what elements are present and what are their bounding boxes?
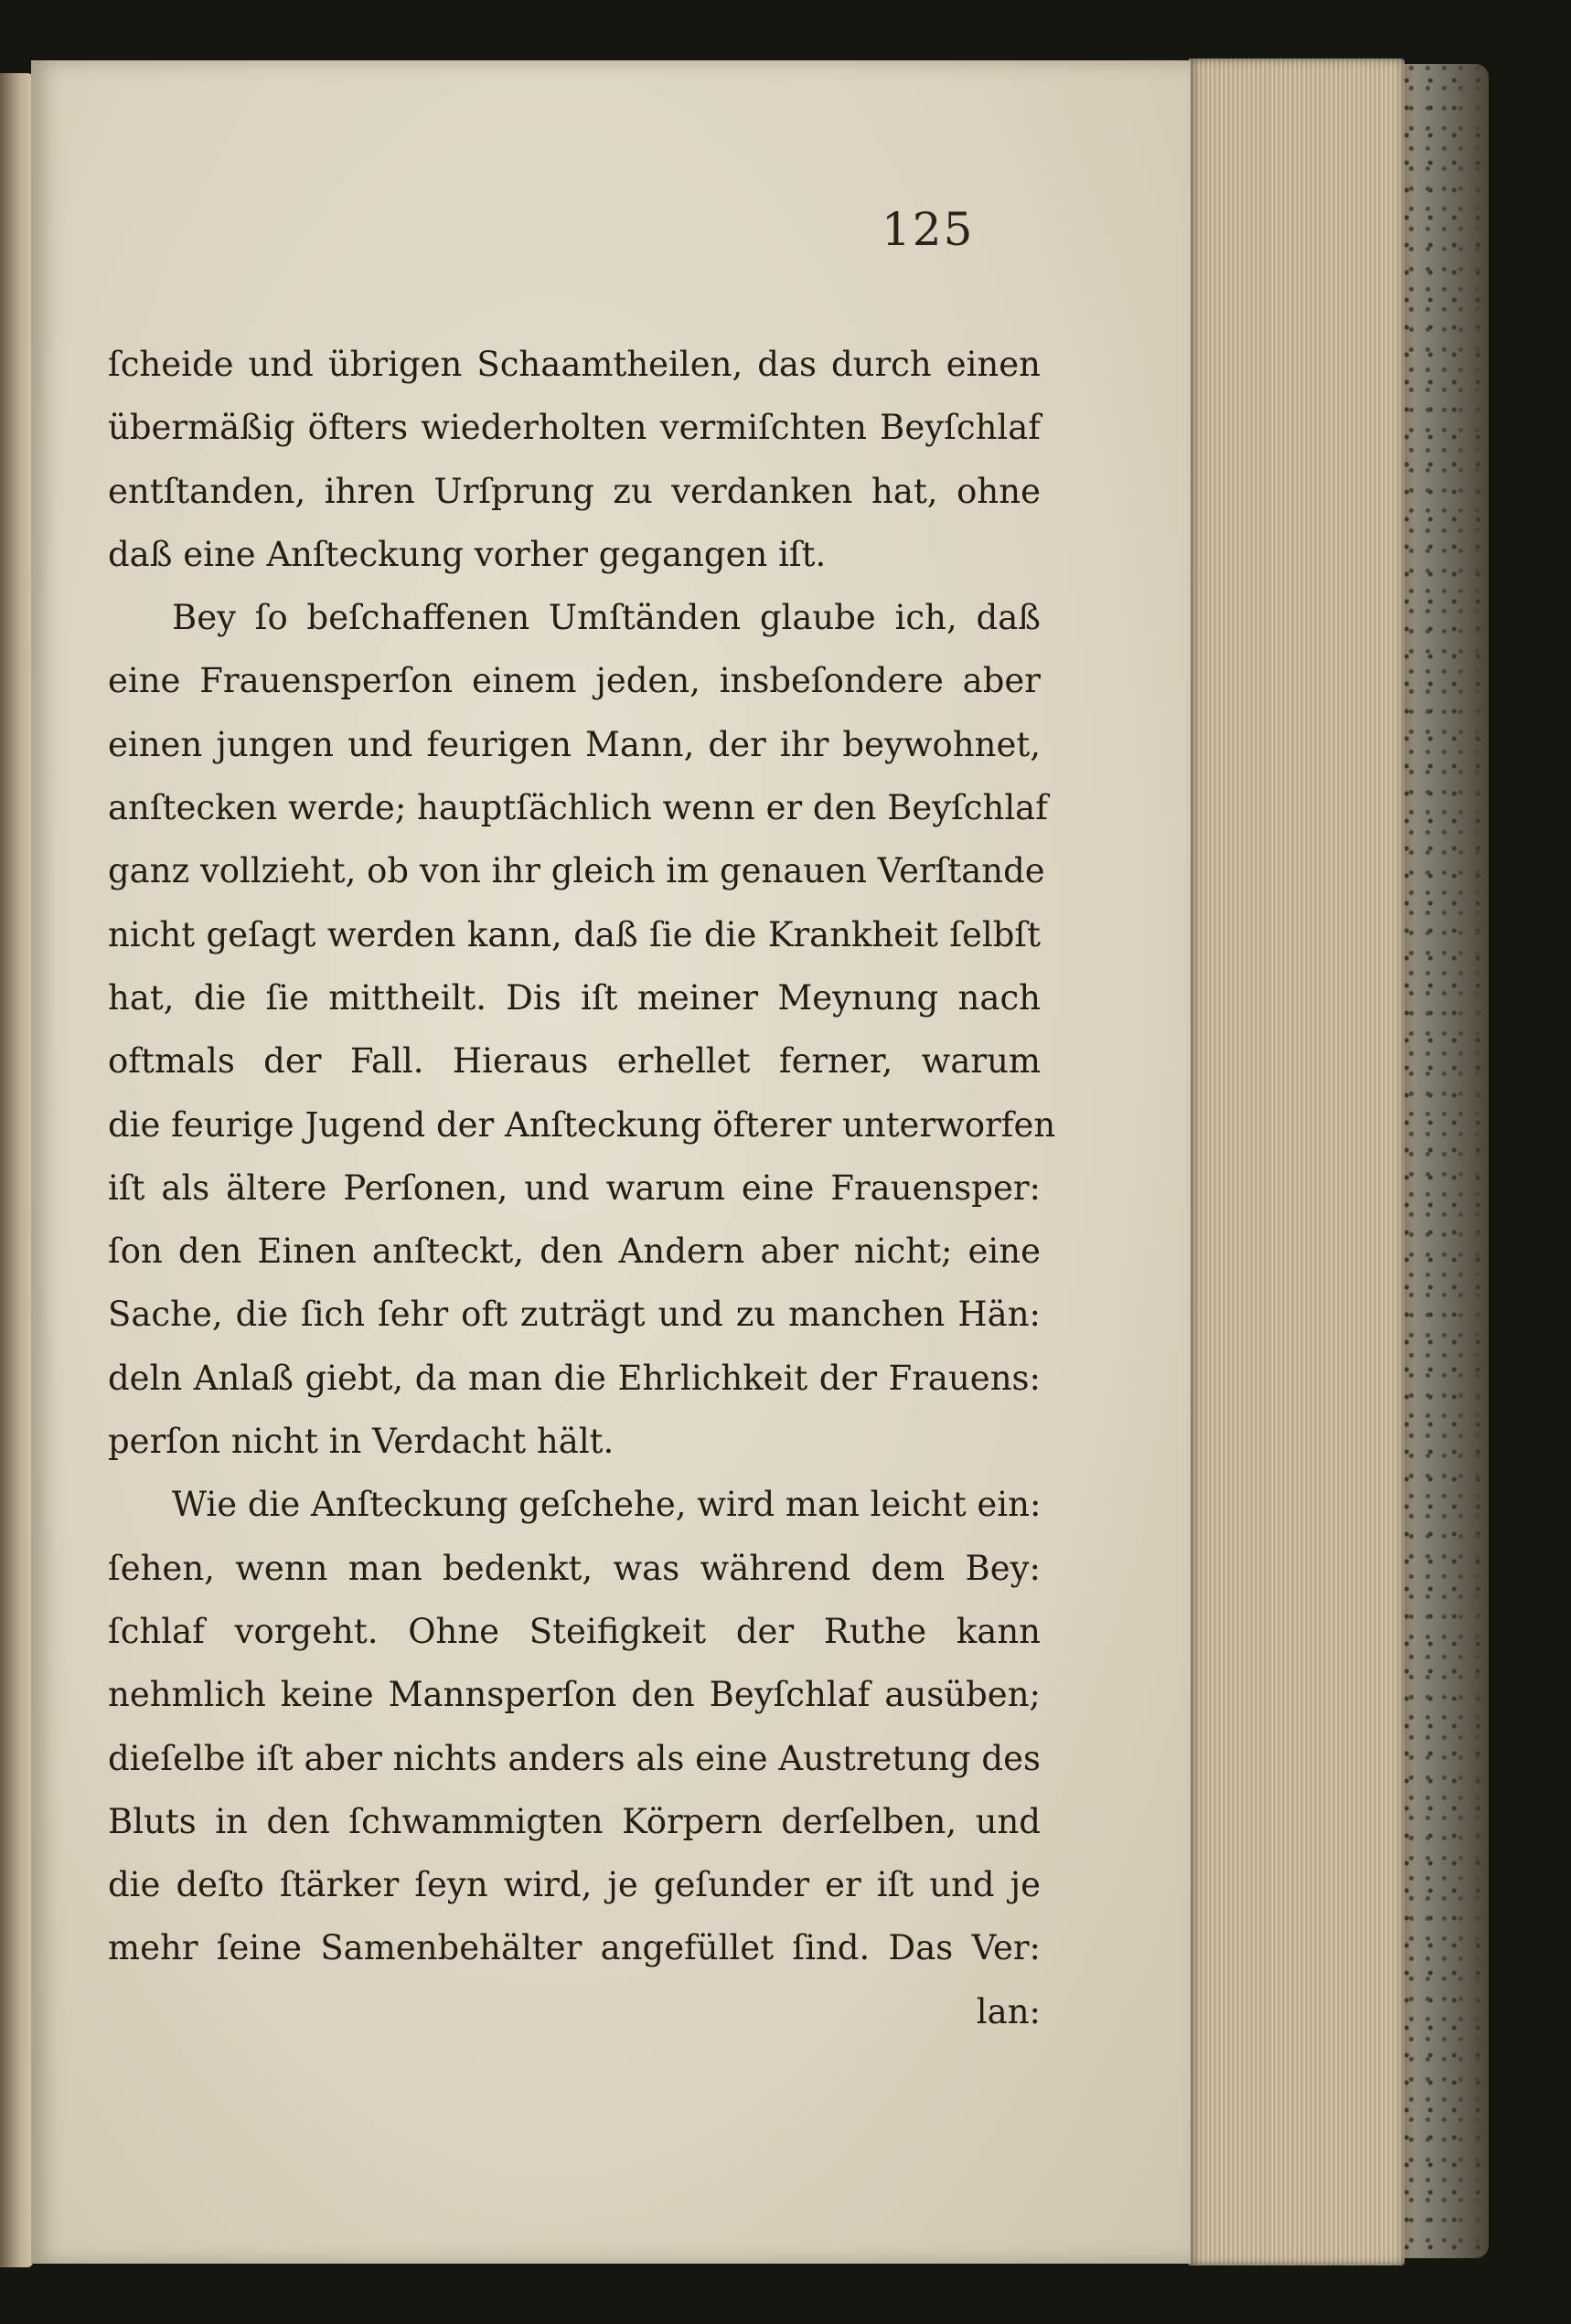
book-page <box>31 60 1191 2264</box>
text-line: ſehen, wenn man bedenkt, was während dem Bey: <box>108 1548 1041 1588</box>
text-line: Bey ſo beſchaffenen Umſtänden glaube ich, daß <box>172 598 1041 638</box>
text-line: anſtecken werde; hauptſächlich wenn er den Beyſchlaf <box>108 788 1048 828</box>
text-line: mehr ſeine Samenbehälter angefüllet ſind. Das Ver: <box>108 1928 1041 1968</box>
previous-page-edge <box>0 73 33 2267</box>
text-line: ſchlaf vorgeht. Ohne Steifigkeit der Ruthe kann <box>108 1611 1041 1651</box>
text-line: deln Anlaß giebt, da man die Ehrlichkeit der Frauens: <box>108 1358 1041 1398</box>
text-line: ſcheide und übrigen Schaamtheilen, das durch einen <box>108 345 1041 384</box>
text-line: nehmlich keine Mannsperſon den Beyſchlaf ausüben; <box>108 1675 1041 1715</box>
text-line: die deſto ſtärker ſeyn wird, je geſunder er iſt und je <box>108 1865 1041 1905</box>
body-text <box>108 333 1056 2043</box>
text-line: Bluts in den ſchwammigten Körpern derſelben, und <box>108 1801 1041 1841</box>
text-line: Sache, die ſich ſehr oft zuträgt und zu manchen Hän: <box>108 1295 1041 1335</box>
text-line: übermäßig öfters wiederholten vermiſchten Beyſchlaf <box>108 408 1041 448</box>
catchword: lan: <box>976 1991 1041 2031</box>
text-line: nicht geſagt werden kann, daß ſie die Krankheit ſelbſt <box>108 914 1041 954</box>
text-line: perſon nicht in Verdacht hält. <box>108 1422 615 1462</box>
text-line: dieſelbe iſt aber nichts anders als eine Austretung des <box>108 1738 1041 1778</box>
text-line: entſtanden, ihren Urſprung zu verdanken hat, ohne <box>108 471 1041 511</box>
text-line: hat, die ſie mittheilt. Dis iſt meiner Meynung nach <box>108 977 1041 1018</box>
text-line: daß eine Anſteckung vorher gegangen iſt. <box>108 534 827 574</box>
text-line: einen jungen und feurigen Mann, der ihr beywohnet, <box>108 724 1041 764</box>
text-line: Wie die Anſteckung geſchehe, wird man leicht ein: <box>172 1485 1042 1525</box>
page-number: 125 <box>882 203 975 256</box>
text-line: iſt als ältere Perſonen, und warum eine Frauensper: <box>108 1167 1041 1208</box>
text-line: oftmals der Fall. Hieraus erhellet ferner, warum <box>108 1041 1041 1082</box>
text-line: ganz vollzieht, ob von ihr gleich im genauen Verſtande <box>108 851 1045 891</box>
book-cover-board <box>1390 64 1489 2258</box>
text-line: eine Frauensperſon einem jeden, insbeſondere aber <box>108 661 1041 701</box>
text-line: die feurige Jugend der Anſteckung öfterer unterworfen <box>108 1104 1056 1145</box>
page-fore-edge <box>1189 59 1405 2265</box>
text-line: ſon den Einen anſteckt, den Andern aber nicht; eine <box>108 1231 1041 1272</box>
